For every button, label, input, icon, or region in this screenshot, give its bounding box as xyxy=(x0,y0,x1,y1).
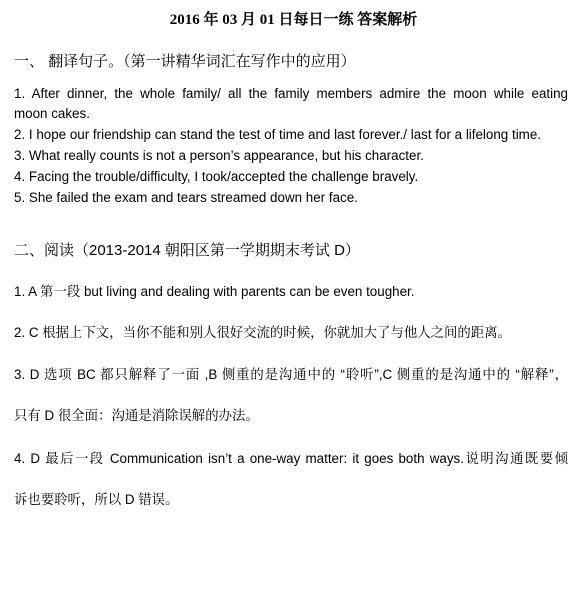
section-translation-heading: 一、 翻译句子。（第一讲精华词汇在写作中的应用） xyxy=(14,53,356,70)
reading-answer-1: 1. A 第一段 but living and dealing with parents can be even tougher. xyxy=(14,284,415,299)
reading-answer-3-line-1: 3. D 选项 BC 都只解释了一面 ,B 侧重的是沟通中的 “聆听”,C 侧重的是沟通中的 “解释”， xyxy=(14,367,568,382)
reading-answer-4-line-2: 诉也要聆听，所以 D 错误。 xyxy=(14,492,179,507)
translation-answer-1-line-1: 1. After dinner, the whole family/ all the family members admire the moon while eating xyxy=(14,86,568,101)
translation-answer-3: 3. What really counts is not a person’s appearance, but his character. xyxy=(14,148,424,163)
reading-answer-4-line-1: 4. D 最后一段 Communication isn’t a one-way matter: it goes both ways.说明沟通既要倾 xyxy=(14,451,568,466)
reading-answer-2: 2. C 根据上下文，当你不能和别人很好交流的时候，你就加大了与他人之间的距离。 xyxy=(14,325,511,340)
translation-answer-5: 5. She failed the exam and tears streamed down her face. xyxy=(14,190,358,205)
section-reading-heading: 二、阅读（2013-2014 朝阳区第一学期期末考试 D） xyxy=(14,242,360,259)
translation-answer-2: 2. I hope our friendship can stand the test of time and last forever./ last for a lifelong time. xyxy=(14,127,541,142)
translation-answer-4: 4. Facing the trouble/difficulty, I took/accepted the challenge bravely. xyxy=(14,169,419,184)
translation-answer-1-line-2: moon cakes. xyxy=(14,106,90,121)
reading-answer-3-line-2: 只有 D 很全面：沟通是消除误解的办法。 xyxy=(14,408,259,423)
page-title: 2016 年 03 月 01 日每日一练 答案解析 xyxy=(169,12,418,28)
